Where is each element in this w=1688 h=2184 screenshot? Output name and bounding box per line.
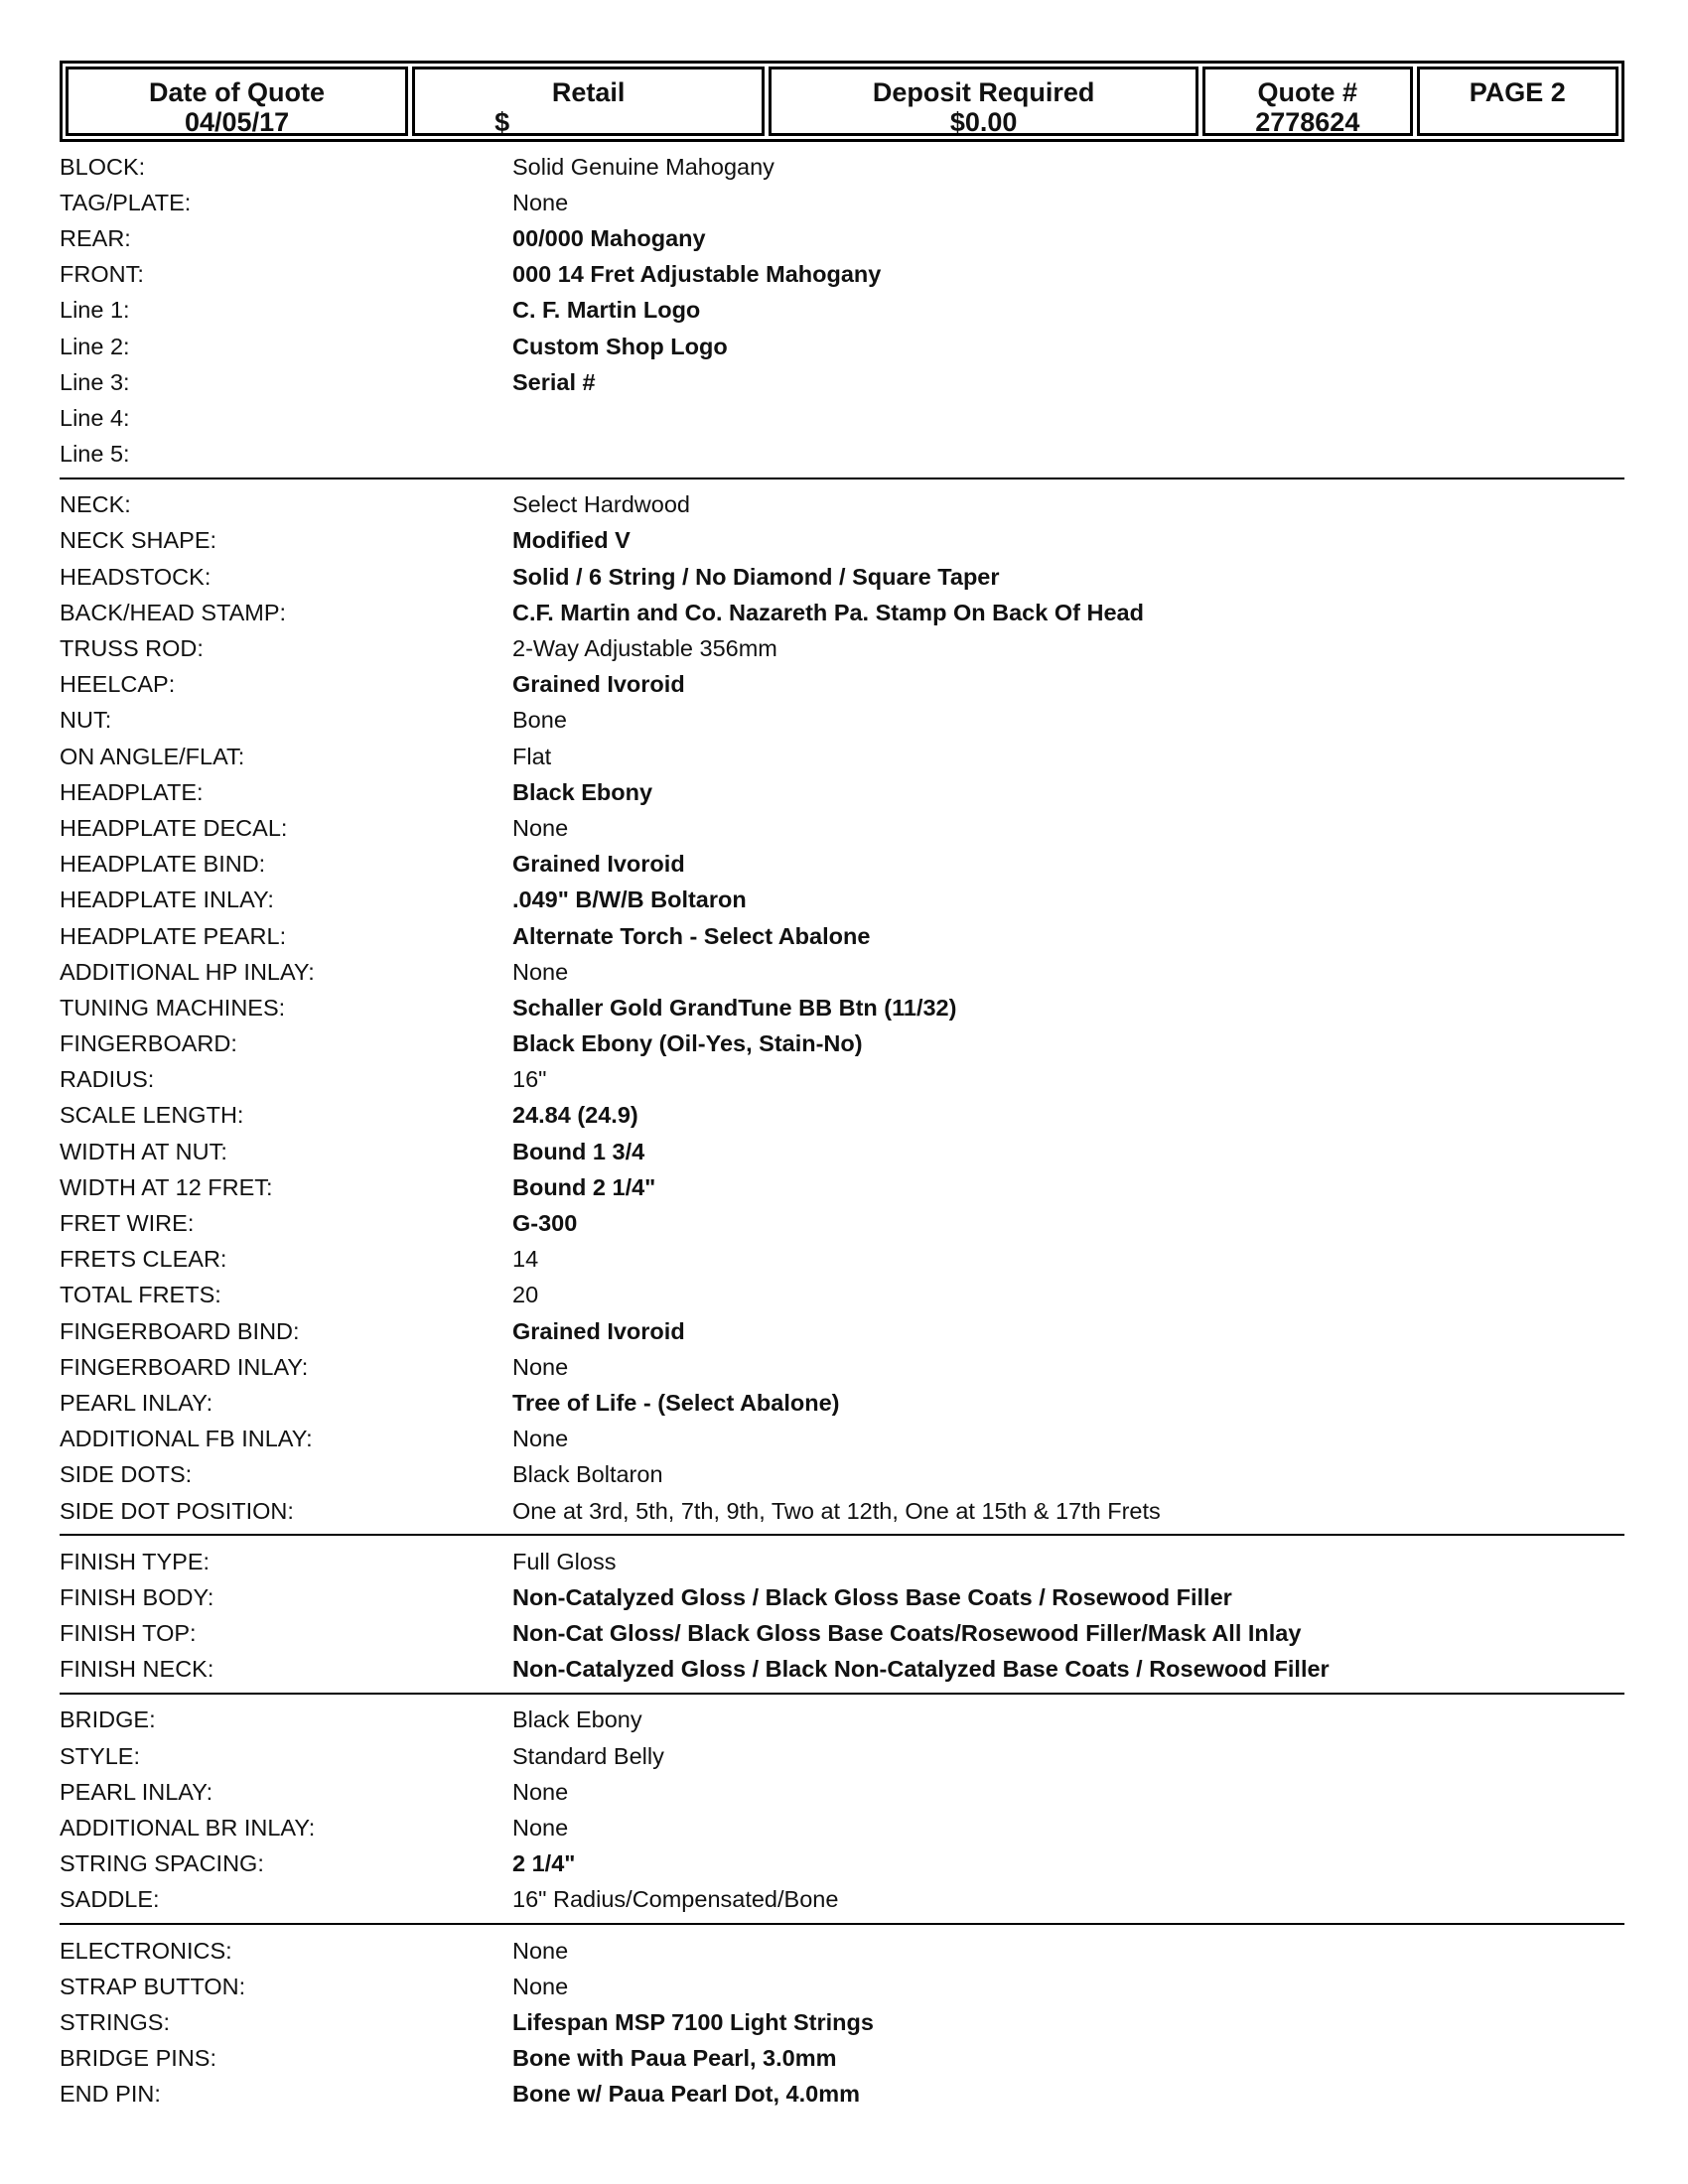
spec-row (60, 1313, 1624, 1349)
spec-row (60, 257, 1624, 293)
spec-row (60, 1062, 1624, 1098)
spec-value: Grained Ivoroid (512, 851, 685, 878)
spec-label: TRUSS ROD: (60, 635, 204, 662)
spec-value: Custom Shop Logo (512, 333, 728, 359)
spec-label: NUT: (60, 707, 112, 734)
spec-value: G-300 (512, 1210, 578, 1237)
spec-value: Flat (512, 743, 552, 769)
spec-row (60, 1205, 1624, 1241)
spec-label: SADDLE: (60, 1886, 160, 1913)
spec-label: FINGERBOARD BIND: (60, 1317, 300, 1344)
spec-label: BRIDGE: (60, 1706, 156, 1733)
spec-label: HEADPLATE BIND: (60, 851, 266, 878)
spec-row (60, 293, 1624, 329)
spec-label: FINGERBOARD INLAY: (60, 1353, 309, 1380)
spec-value: Bone (512, 707, 567, 734)
spec-label: Line 2: (60, 333, 130, 359)
spec-label: FINGERBOARD: (60, 1030, 237, 1057)
spec-value: 2-Way Adjustable 356mm (512, 635, 777, 662)
spec-label: STRING SPACING: (60, 1850, 264, 1877)
spec-value: C.F. Martin and Co. Nazareth Pa. Stamp On Back Of Head (512, 599, 1144, 625)
retail-value: $ (494, 107, 510, 137)
spec-value: Select Hardwood (512, 491, 690, 518)
spec-label: NECK: (60, 491, 131, 518)
spec-row (60, 1278, 1624, 1313)
page-number-cell (1417, 67, 1618, 136)
retail-cell (412, 67, 765, 136)
spec-row (60, 703, 1624, 739)
spec-label: HEADPLATE INLAY: (60, 887, 274, 913)
spec-row (60, 2004, 1624, 2040)
spec-row (60, 1493, 1624, 1529)
spec-label: ELECTRONICS: (60, 1937, 232, 1964)
spec-label: STYLE: (60, 1742, 140, 1769)
spec-value: 24.84 (24.9) (512, 1102, 638, 1129)
spec-section (60, 487, 1624, 1536)
spec-value: Grained Ivoroid (512, 671, 685, 698)
spec-value: None (512, 958, 569, 985)
quote-number-cell (1202, 67, 1412, 136)
spec-value: None (512, 1353, 569, 1380)
spec-label: FINISH TOP: (60, 1620, 197, 1647)
spec-label: BRIDGE PINS: (60, 2045, 217, 2072)
spec-label: FRET WIRE: (60, 1210, 195, 1237)
spec-label: TAG/PLATE: (60, 189, 192, 215)
spec-row (60, 739, 1624, 774)
spec-row (60, 1026, 1624, 1062)
date-of-quote-value: 04/05/17 (185, 107, 290, 137)
spec-row (60, 1882, 1624, 1918)
spec-label: HEADPLATE DECAL: (60, 814, 288, 841)
spec-value: Bone with Paua Pearl, 3.0mm (512, 2045, 837, 2072)
spec-row (60, 523, 1624, 559)
spec-label: END PIN: (60, 2081, 161, 2108)
spec-row (60, 1579, 1624, 1615)
spec-value: Lifespan MSP 7100 Light Strings (512, 2008, 874, 2035)
spec-label: WIDTH AT NUT: (60, 1138, 227, 1164)
spec-value: Bound 2 1/4" (512, 1173, 656, 1200)
spec-row (60, 990, 1624, 1025)
spec-row (60, 329, 1624, 364)
spec-value: 00/000 Mahogany (512, 224, 706, 251)
spec-label: STRAP BUTTON: (60, 1973, 246, 1999)
retail-label: Retail (551, 77, 626, 107)
spec-value: C. F. Martin Logo (512, 297, 701, 324)
spec-label: PEARL INLAY: (60, 1389, 213, 1416)
spec-row (60, 149, 1624, 185)
deposit-required-value: $0.00 (949, 107, 1018, 137)
spec-row (60, 1134, 1624, 1169)
spec-label: HEADPLATE: (60, 778, 204, 805)
spec-value: Non-Cat Gloss/ Black Gloss Base Coats/Rosewood Filler/Mask All Inlay (512, 1620, 1302, 1647)
spec-value: Black Ebony (512, 1706, 642, 1733)
spec-value: Non-Catalyzed Gloss / Black Gloss Base Coats / Rosewood Filler (512, 1583, 1232, 1610)
spec-value: Standard Belly (512, 1742, 664, 1769)
spec-label: HEADPLATE PEARL: (60, 922, 287, 949)
spec-row (60, 559, 1624, 595)
spec-label: Line 1: (60, 297, 130, 324)
spec-row (60, 595, 1624, 630)
spec-section (60, 1933, 1624, 2117)
spec-row (60, 667, 1624, 703)
spec-row (60, 2077, 1624, 2113)
spec-value: None (512, 814, 569, 841)
spec-label: Line 3: (60, 368, 130, 395)
spec-label: ON ANGLE/FLAT: (60, 743, 245, 769)
deposit-required-cell (769, 67, 1198, 136)
spec-row (60, 487, 1624, 523)
spec-row (60, 185, 1624, 220)
spec-row (60, 1385, 1624, 1421)
deposit-required-label: Deposit Required (872, 77, 1095, 107)
spec-value: None (512, 1937, 569, 1964)
spec-label: FINISH TYPE: (60, 1548, 211, 1574)
spec-value: None (512, 1426, 569, 1452)
spec-value: Non-Catalyzed Gloss / Black Non-Catalyzed Base Coats / Rosewood Filler (512, 1656, 1330, 1683)
spec-row (60, 630, 1624, 666)
spec-value: Schaller Gold GrandTune BB Btn (11/32) (512, 994, 957, 1021)
spec-row (60, 1422, 1624, 1457)
spec-row (60, 1616, 1624, 1652)
spec-label: Line 5: (60, 441, 130, 468)
spec-label: REAR: (60, 224, 131, 251)
spec-row (60, 1703, 1624, 1738)
spec-row (60, 1810, 1624, 1845)
spec-value: None (512, 1815, 569, 1842)
spec-value: Alternate Torch - Select Abalone (512, 922, 871, 949)
spec-row (60, 400, 1624, 436)
spec-value: Tree of Life - (Select Abalone) (512, 1389, 840, 1416)
spec-row (60, 220, 1624, 256)
spec-label: WIDTH AT 12 FRET: (60, 1173, 273, 1200)
spec-row (60, 1969, 1624, 2004)
spec-value: 20 (512, 1282, 539, 1308)
spec-label: FRONT: (60, 261, 144, 288)
spec-row (60, 437, 1624, 473)
spec-label: ADDITIONAL HP INLAY: (60, 958, 315, 985)
spec-label: ADDITIONAL BR INLAY: (60, 1815, 316, 1842)
spec-label: SIDE DOT POSITION: (60, 1497, 294, 1524)
spec-label: STRINGS: (60, 2008, 170, 2035)
spec-row (60, 364, 1624, 400)
spec-value: Full Gloss (512, 1548, 617, 1574)
spec-label: PEARL INLAY: (60, 1778, 213, 1805)
spec-value: Black Ebony (512, 778, 653, 805)
spec-value: 000 14 Fret Adjustable Mahogany (512, 261, 882, 288)
spec-value: 16" (512, 1066, 547, 1093)
spec-value: 2 1/4" (512, 1850, 576, 1877)
spec-value: Bone w/ Paua Pearl Dot, 4.0mm (512, 2081, 860, 2108)
spec-row (60, 810, 1624, 846)
spec-value: None (512, 189, 569, 215)
spec-label: RADIUS: (60, 1066, 155, 1093)
spec-label: SCALE LENGTH: (60, 1102, 244, 1129)
date-of-quote-label: Date of Quote (149, 77, 326, 107)
spec-value: Bound 1 3/4 (512, 1138, 645, 1164)
spec-value: 16" Radius/Compensated/Bone (512, 1886, 839, 1913)
spec-row (60, 1652, 1624, 1688)
spec-label: TOTAL FRETS: (60, 1282, 221, 1308)
spec-row (60, 1846, 1624, 1882)
spec-row (60, 918, 1624, 954)
spec-value: Solid Genuine Mahogany (512, 153, 774, 180)
spec-row (60, 1098, 1624, 1134)
spec-row (60, 1774, 1624, 1810)
spec-label: FINISH BODY: (60, 1583, 214, 1610)
spec-value: Grained Ivoroid (512, 1317, 685, 1344)
spec-value: Modified V (512, 527, 631, 554)
spec-value: One at 3rd, 5th, 7th, 9th, Two at 12th, One at 15th & 17th Frets (512, 1497, 1161, 1524)
spec-label: Line 4: (60, 404, 130, 431)
spec-label: FRETS CLEAR: (60, 1246, 227, 1273)
spec-row (60, 1169, 1624, 1205)
spec-value: Black Boltaron (512, 1461, 663, 1488)
spec-row (60, 883, 1624, 918)
spec-label: HEELCAP: (60, 671, 176, 698)
spec-label: SIDE DOTS: (60, 1461, 193, 1488)
spec-label: ADDITIONAL FB INLAY: (60, 1426, 313, 1452)
spec-label: TUNING MACHINES: (60, 994, 286, 1021)
date-of-quote-cell (66, 67, 408, 136)
spec-row (60, 1349, 1624, 1385)
spec-row (60, 1544, 1624, 1579)
spec-value: Serial # (512, 368, 596, 395)
spec-value: .049" B/W/B Boltaron (512, 887, 747, 913)
spec-row (60, 2041, 1624, 2077)
spec-row (60, 1457, 1624, 1493)
spec-label: BACK/HEAD STAMP: (60, 599, 287, 625)
spec-value: Solid / 6 String / No Diamond / Square Taper (512, 563, 1000, 590)
spec-value: Black Ebony (Oil-Yes, Stain-No) (512, 1030, 863, 1057)
spec-section (60, 1703, 1624, 1925)
spec-row (60, 1738, 1624, 1774)
spec-row (60, 954, 1624, 990)
spec-list (60, 149, 1624, 2125)
spec-row (60, 1933, 1624, 1969)
spec-value: None (512, 1778, 569, 1805)
spec-label: BLOCK: (60, 153, 146, 180)
spec-row (60, 847, 1624, 883)
spec-section (60, 149, 1624, 479)
spec-label: NECK SHAPE: (60, 527, 217, 554)
quote-number-value: 2778624 (1255, 107, 1360, 137)
spec-label: HEADSTOCK: (60, 563, 211, 590)
spec-row (60, 774, 1624, 810)
spec-section (60, 1544, 1624, 1695)
page-number-label: PAGE 2 (1469, 77, 1566, 107)
spec-label: FINISH NECK: (60, 1656, 214, 1683)
spec-value: None (512, 1973, 569, 1999)
spec-row (60, 1242, 1624, 1278)
quote-header (60, 61, 1624, 142)
quote-number-label: Quote # (1257, 77, 1358, 107)
spec-value: 14 (512, 1246, 539, 1273)
